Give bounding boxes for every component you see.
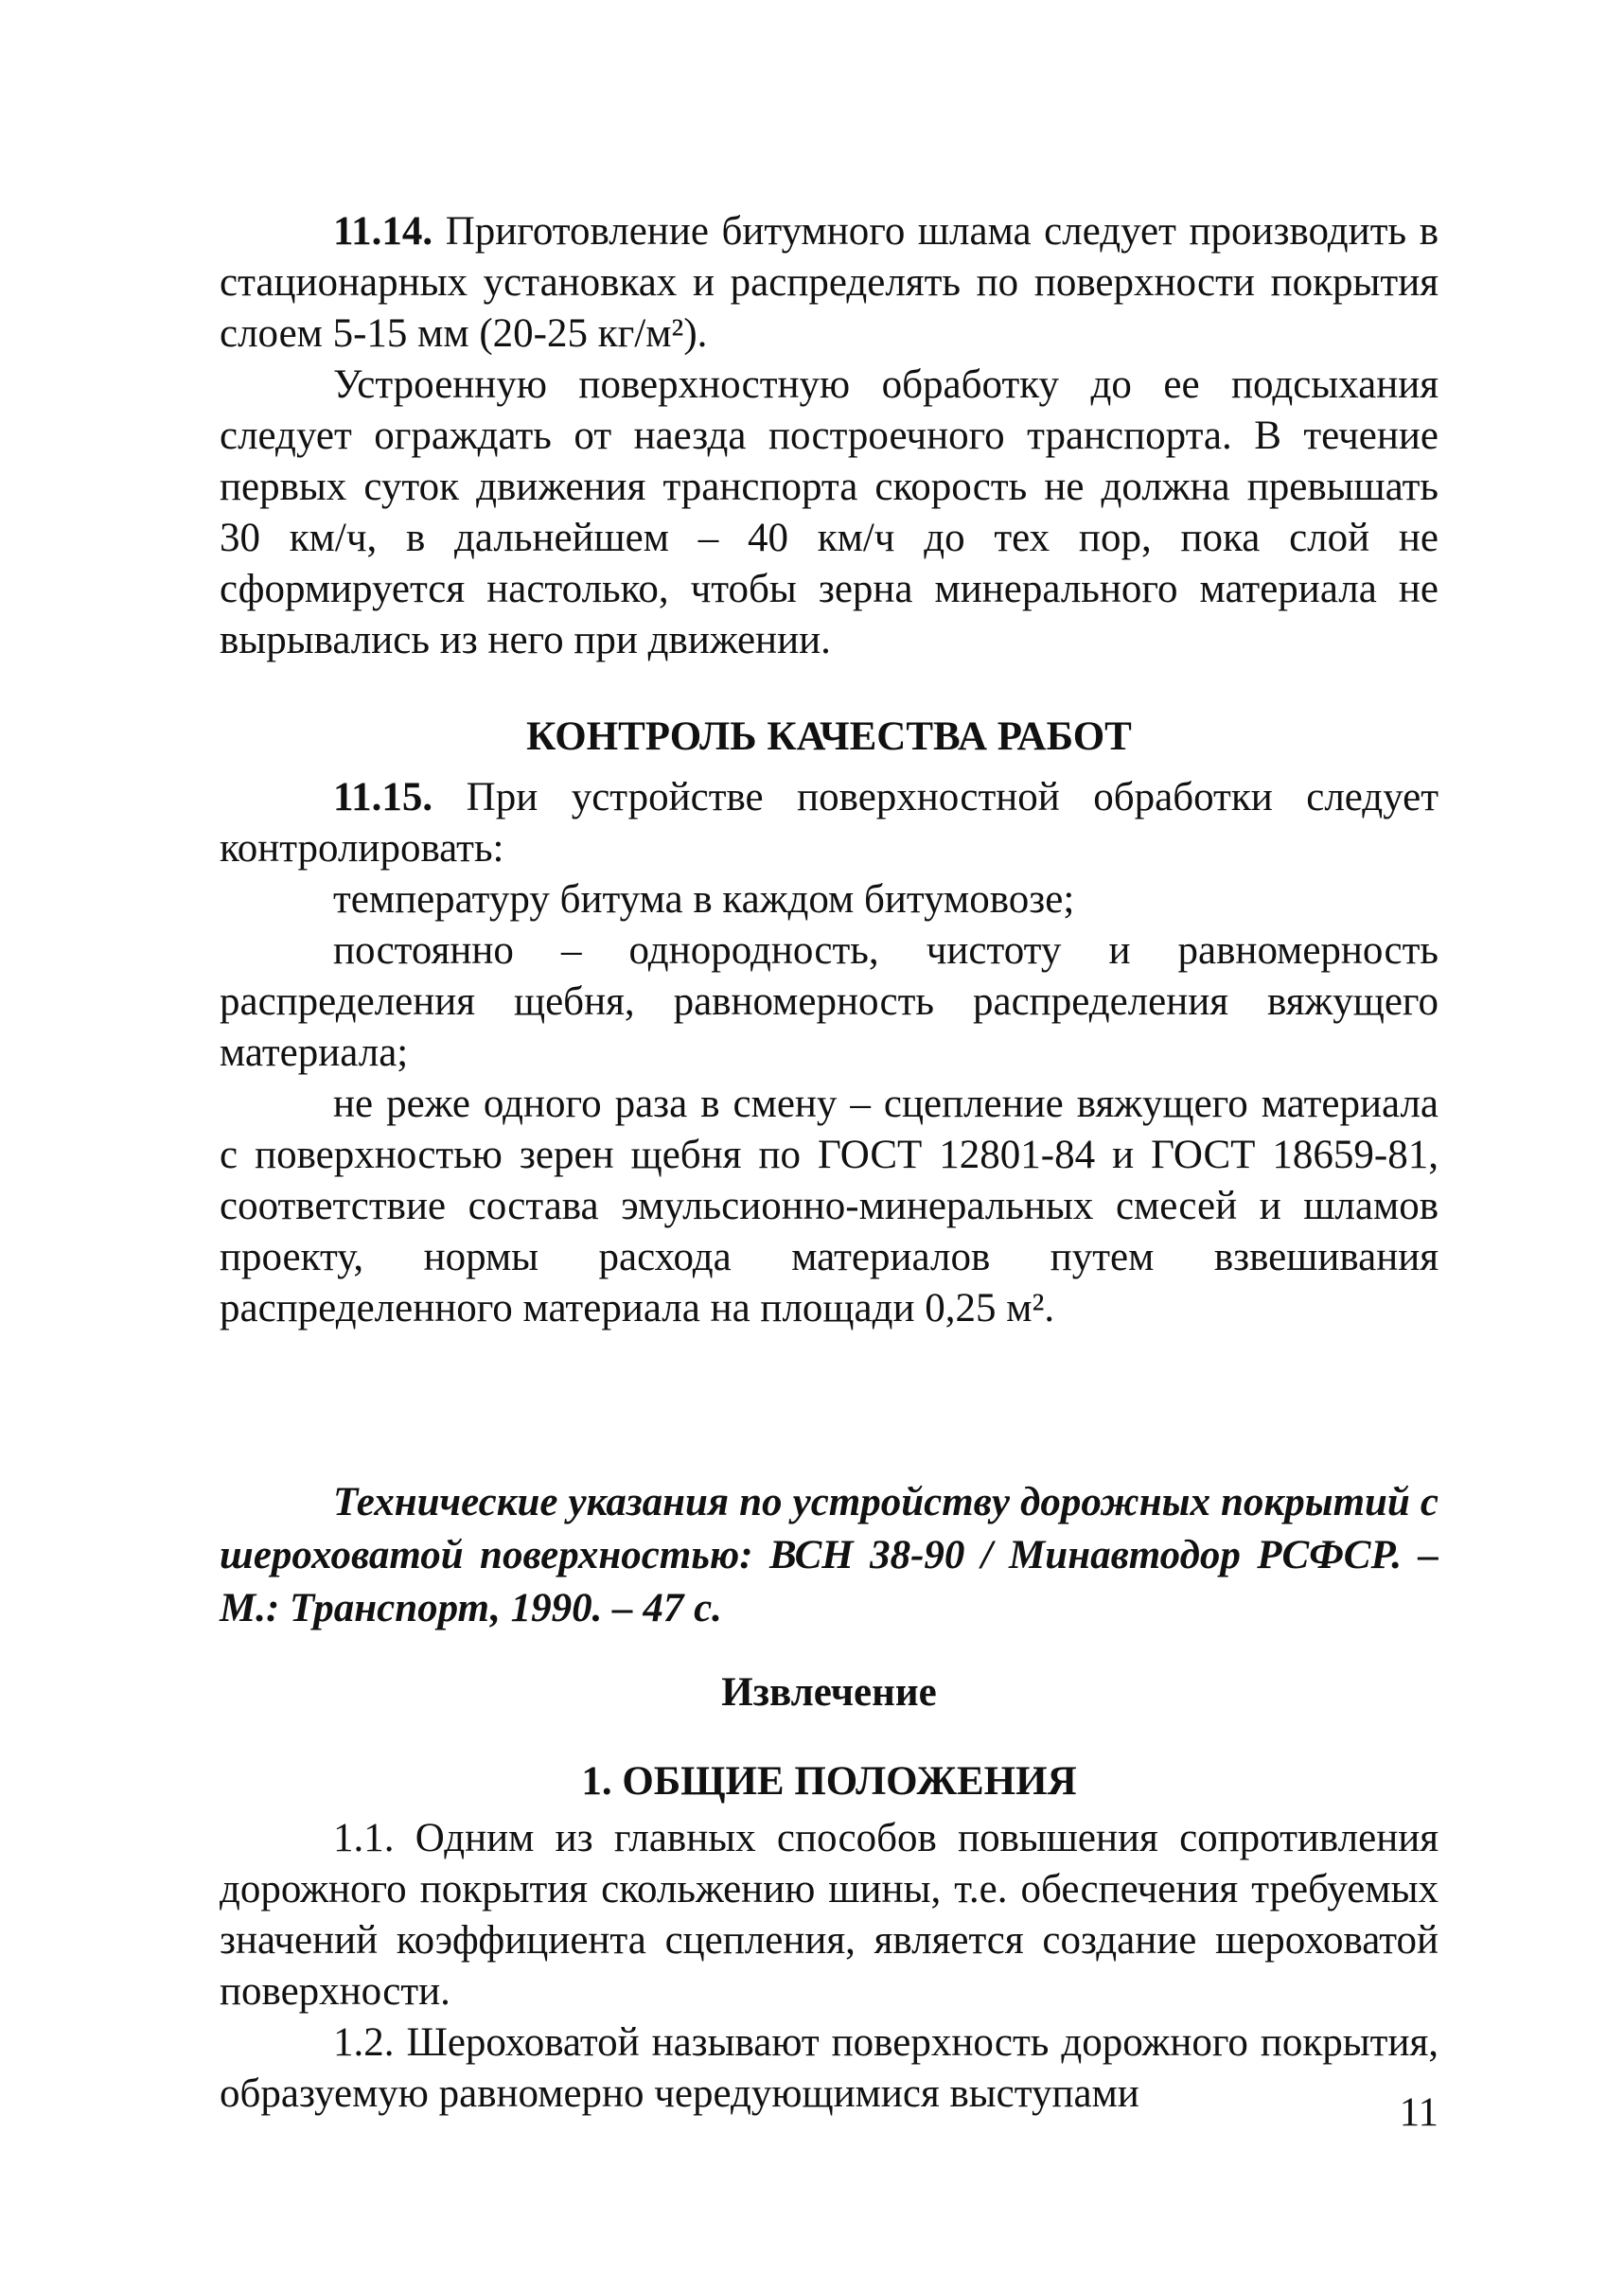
paragraph-11-14 bbox=[220, 206, 1439, 360]
paragraph-11-15 bbox=[220, 772, 1439, 874]
extract-heading: Извлечение bbox=[721, 1670, 937, 1715]
quality-control-heading: КОНТРОЛЬ КАЧЕСТВА РАБОТ bbox=[526, 714, 1132, 759]
clause-text-11-14: Приготовление битумного шлама следует производить в стационарных установках и распределять по поверхности покрытия слоем 5-15 мм (20-25 кг/м²). bbox=[220, 209, 1439, 356]
clause-text-11-15: При устройстве поверхностной обработки следует контролировать: bbox=[220, 775, 1439, 871]
control-item-2: постоянно – однородность, чистоту и равномерность распределения щебня, равномерность распределения вяжущего материала; bbox=[220, 928, 1439, 1075]
control-item-3: не реже одного раза в смену – сцепление вяжущего материала с поверхностью зерен щебня по ГОСТ 12801-84 и ГОСТ 18659-81, соответствие состава эмульсионно-минеральных смесей и шламов проекту, нормы расхода материалов путем взвешивания распределенного материала на площади 0,25 м². bbox=[220, 1082, 1439, 1330]
paragraph-1-2: 1.2. Шероховатой называют поверхность дорожного покрытия, образуемую равномерно чередующимися выступами bbox=[220, 2020, 1439, 2116]
paragraph-11-14-cont: Устроенную поверхностную обработку до ее подсыхания следует ограждать от наезда построечного транспорта. В течение первых суток движения транспорта скорость не должна превышать 30 км/ч, в дальнейшем – 40 км/ч до тех пор, пока слой не сформируется настолько, чтобы зерна минерального материала не вырывались из него при движении. bbox=[220, 362, 1439, 662]
clause-number-11-14: 11.14. bbox=[333, 209, 433, 254]
clause-number-11-15: 11.15. bbox=[333, 775, 433, 819]
document-page bbox=[220, 206, 1439, 2120]
paragraph-1-1: 1.1. Одним из главных способов повышения сопротивления дорожного покрытия скольжению шины, т.е. обеспечения требуемых значений коэффициента сцепления, является создание шероховатой поверхности. bbox=[220, 1816, 1439, 2014]
general-provisions-heading: 1. ОБЩИЕ ПОЛОЖЕНИЯ bbox=[581, 1759, 1077, 1804]
page-number: 11 bbox=[1399, 2090, 1439, 2135]
bibliographic-reference: Технические указания по устройству дорожных покрытий с шероховатой поверхностью: ВСН 38-90 / Минавтодор РСФСР. – М.: Транспорт, 1990. – 47 с. bbox=[220, 1480, 1439, 1630]
control-item-1: температуру битума в каждом битумовозе; bbox=[333, 877, 1075, 922]
